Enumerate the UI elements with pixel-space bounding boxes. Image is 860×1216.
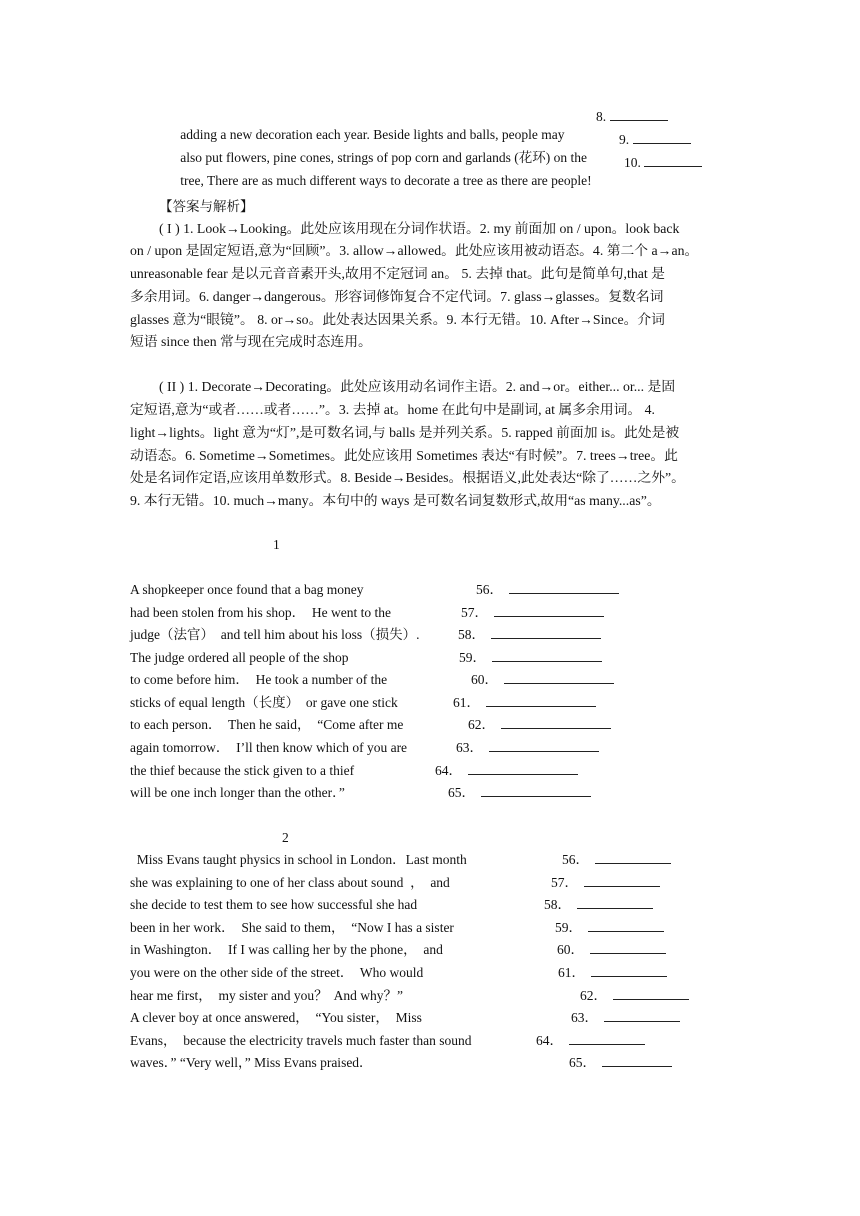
answer-blank[interactable]: [584, 874, 660, 887]
passage-line: she decide to test them to see how successful she had 58．: [130, 896, 417, 914]
answer-blank[interactable]: [492, 649, 602, 662]
intro-line-text: adding a new decoration each year. Beside lights and balls, people may: [180, 127, 565, 142]
blank-label: 57．: [551, 874, 660, 892]
blank-label: 65．: [448, 784, 591, 802]
blank-label: 62．: [468, 716, 611, 734]
intro-line-text: also put flowers, pine cones, strings of pop corn and garlands (花环) on the: [180, 150, 588, 165]
explanation-line: 定短语,意为“或者……或者……”。3. 去掉 at。home 在此句中是副词, at 属多余用词。 4.: [130, 402, 656, 417]
blank-label: 56．: [562, 851, 671, 869]
answer-blank[interactable]: [595, 851, 671, 864]
passage-line: she was explaining to one of her class about sound ， and 57．: [130, 874, 450, 892]
answer-blank[interactable]: [633, 131, 691, 144]
answer-blank[interactable]: [489, 739, 599, 752]
blank-label: 63．: [456, 739, 599, 757]
passage-line: to come before him． He took a number of the 60．: [130, 671, 387, 689]
explanation-line: unreasonable fear 是以元音音素开头,故用不定冠词 an。 5. 去掉 that。此句是简单句,that 是: [130, 266, 665, 281]
blank-label: 65．: [569, 1054, 672, 1072]
answer-blank[interactable]: [590, 941, 666, 954]
passage-line: judge（法官） and tell him about his loss（损失）. 58．: [130, 626, 420, 644]
answer-blank[interactable]: [494, 604, 604, 617]
intro-line-text: tree, There are as much different ways to decorate a tree as there are people!: [180, 173, 592, 188]
passage-line: the thief because the stick given to a thief 64．: [130, 762, 354, 780]
blank-label: 60．: [557, 941, 666, 959]
passage-line: in Washington． If I was calling her by the phone， and 60．: [130, 941, 443, 959]
passage-line: will be one inch longer than the other．” 65．: [130, 784, 345, 802]
answer-blank[interactable]: [588, 919, 664, 932]
blank-label: 9.: [619, 131, 691, 149]
passage-line: hear me first， my sister and you？ And why？” 62．: [130, 987, 403, 1005]
passage-line: Evans， because the electricity travels much faster than sound 64．: [130, 1032, 472, 1050]
passage-line: had been stolen from his shop． He went to the 57．: [130, 604, 391, 622]
answer-blank[interactable]: [468, 762, 578, 775]
passage-line: to each person． Then he said， “Come after me 62．: [130, 716, 403, 734]
section-number: 2: [282, 830, 289, 845]
passage-line: sticks of equal length（长度） or gave one stick 61．: [130, 694, 398, 712]
answer-blank[interactable]: [591, 964, 667, 977]
passage-line: you were on the other side of the street． Who would 61．: [130, 964, 423, 982]
explanation-line: ( II ) 1. Decorate→Decorating。此处应该用动名词作主语。2. and→or。either... or... 是固: [159, 379, 676, 394]
blank-label: 10.: [624, 154, 702, 172]
blank-label: 8.: [596, 108, 668, 126]
answer-blank[interactable]: [644, 154, 702, 167]
blank-label: 61．: [453, 694, 596, 712]
blank-label: 61．: [558, 964, 667, 982]
blank-label: 64．: [536, 1032, 645, 1050]
blank-label: 57．: [461, 604, 604, 622]
answer-heading: 【答案与解析】: [159, 199, 254, 214]
answer-blank[interactable]: [504, 671, 614, 684]
answer-blank[interactable]: [491, 626, 601, 639]
answer-blank[interactable]: [613, 987, 689, 1000]
answer-blank[interactable]: [602, 1054, 672, 1067]
blank-label: 59．: [459, 649, 602, 667]
answer-blank[interactable]: [610, 108, 668, 121]
passage-line: A shopkeeper once found that a bag money 56．: [130, 581, 364, 599]
answer-blank[interactable]: [569, 1032, 645, 1045]
blank-label: 64．: [435, 762, 578, 780]
blank-label: 58．: [544, 896, 653, 914]
explanation-line: 处是名词作定语,应该用单数形式。8. Beside→Besides。根据语义,此处表达“除了……之外”。: [130, 470, 685, 485]
passage-line: Miss Evans taught physics in school in London．Last month 56．: [130, 851, 467, 869]
explanation-line: 短语 since then 常与现在完成时态连用。: [130, 334, 372, 349]
explanation-line: light→lights。light 意为“灯”,是可数名词,与 balls 是并列关系。5. rapped 前面加 is。此处是被: [130, 425, 680, 440]
explanation-line: ( I ) 1. Look→Looking。此处应该用现在分词作状语。2. my 前面加 on / upon。look back: [159, 221, 680, 236]
passage-line: The judge ordered all people of the shop 59．: [130, 649, 349, 667]
passage-line: been in her work． She said to them， “Now I has a sister 59．: [130, 919, 454, 937]
answer-blank[interactable]: [604, 1009, 680, 1022]
passage-line: again tomorrow． I’ll then know which of you are 63．: [130, 739, 407, 757]
blank-label: 60．: [471, 671, 614, 689]
blank-label: 62．: [580, 987, 689, 1005]
blank-label: 56．: [476, 581, 619, 599]
explanation-line: on / upon 是固定短语,意为“回顾”。3. allow→allowed。此处应该用被动语态。4. 第二个 a→an。: [130, 243, 699, 258]
explanation-line: 9. 本行无错。10. much→many。本句中的 ways 是可数名词复数形式,故用“as many...as”。: [130, 493, 661, 508]
explanation-line: 动语态。6. Sometime→Sometimes。此处应该用 Sometimes 表达“有时候”。7. trees→tree。此: [130, 448, 678, 463]
answer-blank[interactable]: [486, 694, 596, 707]
answer-blank[interactable]: [501, 716, 611, 729]
blank-label: 63．: [571, 1009, 680, 1027]
explanation-line: glasses 意为“眼镜”。 8. or→so。此处表达因果关系。9. 本行无错。10. After→Since。介词: [130, 312, 665, 327]
blank-label: 59．: [555, 919, 664, 937]
answer-blank[interactable]: [577, 896, 653, 909]
passage-line: A clever boy at once answered， “You sister， Miss 63．: [130, 1009, 422, 1027]
section-number: 1: [273, 537, 280, 552]
answer-blank[interactable]: [481, 784, 591, 797]
passage-line: waves．” “Very well，” Miss Evans praised． 65．: [130, 1054, 373, 1072]
explanation-line: 多余用词。6. danger→dangerous。形容词修饰复合不定代词。7. glass→glasses。复数名词: [130, 289, 664, 304]
answer-blank[interactable]: [509, 581, 619, 594]
blank-label: 58．: [458, 626, 601, 644]
